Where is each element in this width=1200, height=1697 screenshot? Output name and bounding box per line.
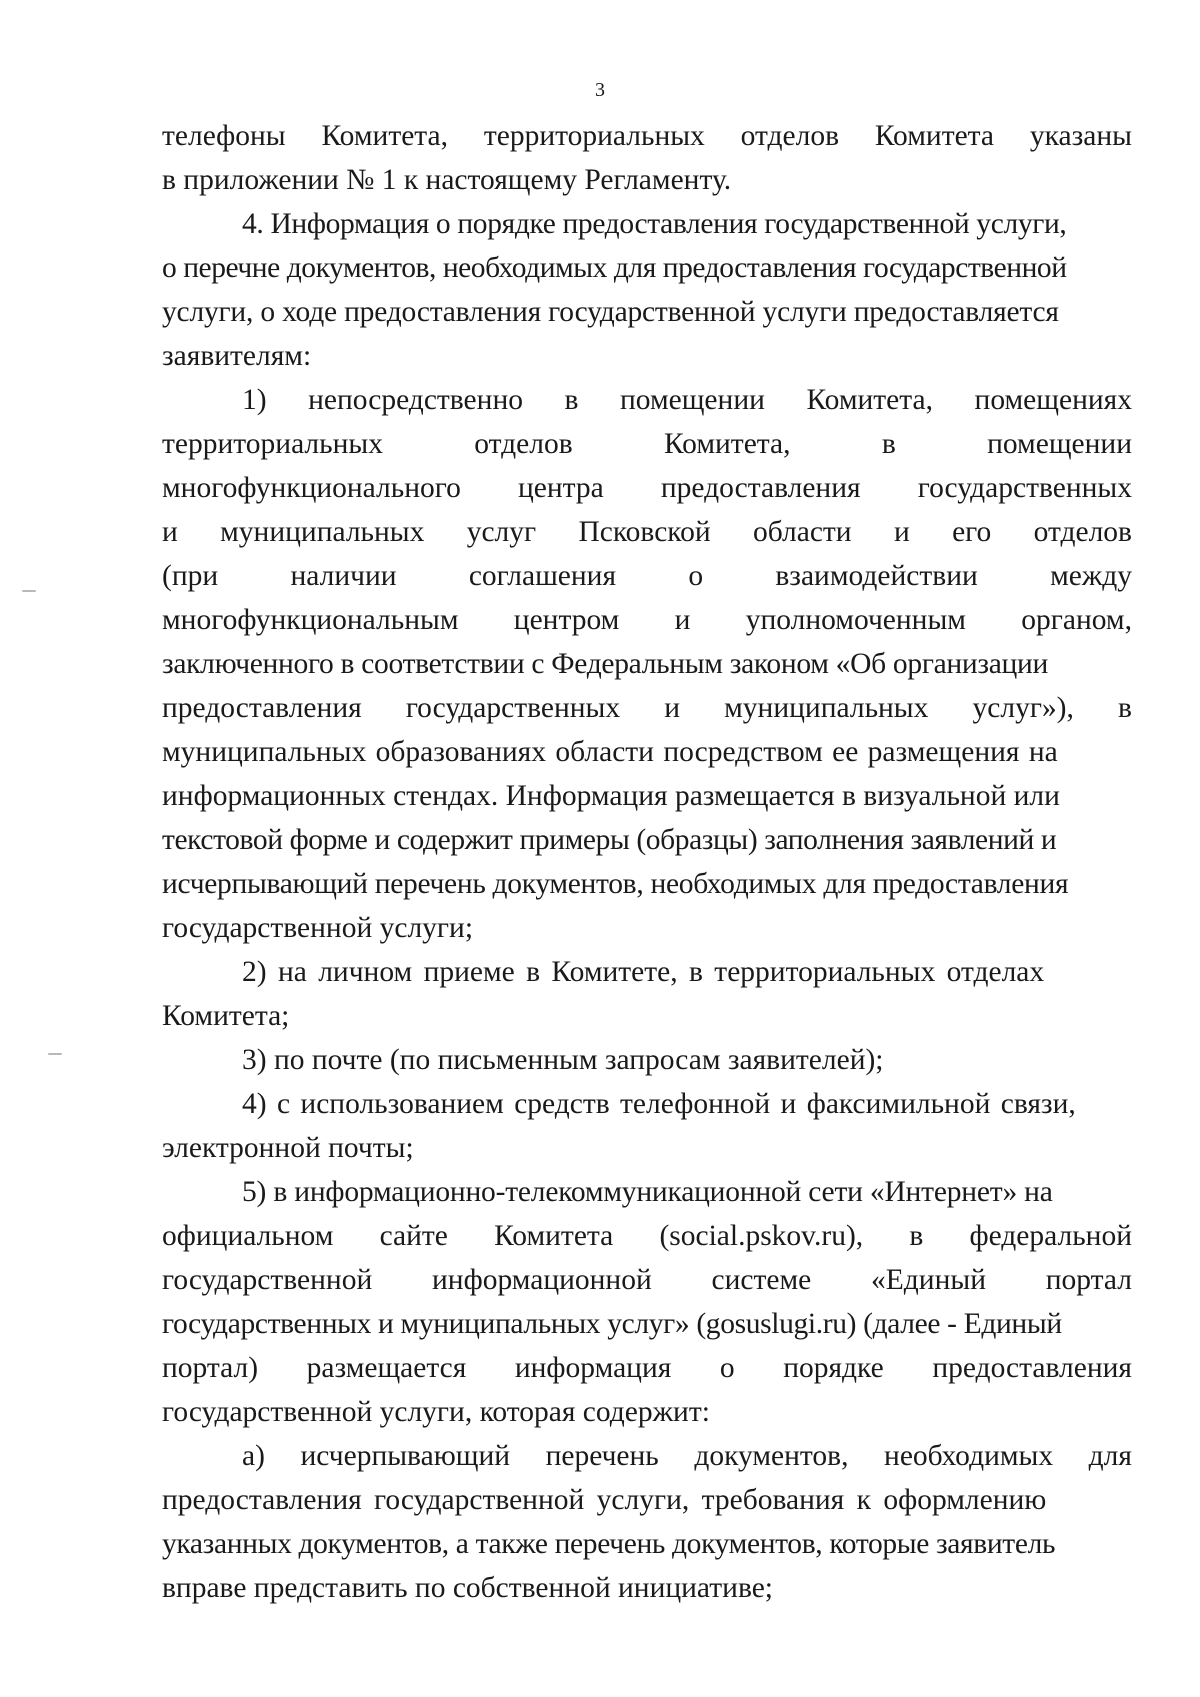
word: услуг»),: [972, 692, 1074, 724]
word: информационной: [432, 1264, 652, 1296]
text-line: [162, 1214, 1132, 1258]
word: Комитета,: [321, 120, 449, 152]
scan-speck: [22, 590, 36, 592]
word: соглашения: [468, 560, 617, 592]
item-5-line: 5) в информационно-телекоммуникационной сети «Интернет» на: [242, 1176, 1053, 1208]
item-2-line: 2) на личном приеме в Комитете, в территориальных отделах: [242, 956, 1045, 988]
word: Комитета,: [663, 428, 791, 460]
text-line: предоставления государственной услуги, требования к оформлению: [162, 1484, 1047, 1516]
text-line: информационных стендах. Информация размещается в визуальной или: [162, 780, 1060, 812]
text-line: текстовой форме и содержит примеры (образцы) заполнения заявлений и: [162, 824, 1057, 856]
text-line: [162, 686, 1132, 730]
text-line: [162, 1258, 1132, 1302]
word: необходимых: [884, 1440, 1054, 1472]
word: телефоны: [162, 120, 286, 152]
word: территориальных: [162, 428, 383, 460]
scan-speck: [48, 1053, 62, 1055]
word: государственных: [917, 472, 1132, 504]
word: муниципальных: [724, 692, 929, 724]
paragraph-4-line: 4. Информация о порядке предоставления государственной услуги,: [242, 208, 1067, 240]
word: непосредственно: [308, 384, 523, 416]
word: государственной: [162, 1264, 373, 1296]
word: порядке: [783, 1352, 884, 1384]
text-line: о перечне документов, необходимых для предоставления государственной: [162, 252, 1067, 284]
word: официальном: [162, 1220, 334, 1252]
text-line: [162, 114, 1132, 158]
text-line: государственных и муниципальных услуг» (gosuslugi.ru) (далее - Единый: [162, 1308, 1062, 1340]
word: для: [1088, 1440, 1132, 1472]
word: между: [1050, 560, 1132, 592]
word: размещается: [306, 1352, 467, 1384]
word: в: [1118, 692, 1132, 724]
text-line: [162, 554, 1132, 598]
word: государственных: [405, 692, 621, 724]
word: услуг: [466, 516, 537, 548]
word: уполномоченным: [745, 604, 966, 636]
word: отделов: [740, 120, 840, 152]
word: центром: [513, 604, 620, 636]
text-line: [162, 422, 1132, 466]
word: его: [952, 516, 992, 548]
item-a-line: [162, 1434, 1132, 1478]
word: муниципальных: [220, 516, 425, 548]
word: портал): [162, 1352, 259, 1384]
word: исчерпывающий: [300, 1440, 511, 1472]
word: документов,: [694, 1440, 849, 1472]
word: отделов: [474, 428, 573, 460]
word: предоставления: [162, 692, 362, 724]
item-3-line: 3) по почте (по письменным запросам заявителей);: [242, 1044, 884, 1076]
text-line: заключенного в соответствии с Федеральным законом «Об организации: [162, 648, 1048, 680]
word: и: [893, 516, 910, 548]
word: а): [242, 1440, 265, 1472]
word: и: [664, 692, 681, 724]
item-4-line: 4) с использованием средств телефонной и факсимильной связи,: [242, 1088, 1076, 1120]
text-line: государственной услуги;: [162, 912, 474, 944]
word: федеральной: [969, 1220, 1132, 1252]
word: портал: [1045, 1264, 1132, 1296]
word: помещении: [987, 428, 1132, 460]
word: в: [564, 384, 579, 416]
item-1-line: [162, 378, 1132, 422]
text-line: электронной почты;: [162, 1132, 414, 1164]
word: Комитета: [494, 1220, 614, 1252]
word: перечень: [545, 1440, 659, 1472]
word: системе: [711, 1264, 812, 1296]
text-line: вправе представить по собственной инициативе;: [162, 1572, 773, 1604]
text-line: муниципальных образованиях области посредством ее размещения на: [162, 736, 1058, 768]
word: Комитета: [874, 120, 995, 152]
word: «Единый: [871, 1264, 986, 1296]
word: отделов: [1033, 516, 1132, 548]
text-line: государственной услуги, которая содержит:: [162, 1396, 710, 1428]
word: наличии: [290, 560, 397, 592]
word: помещении: [619, 384, 765, 416]
word: и: [674, 604, 691, 636]
word: Псковской: [578, 516, 711, 548]
text-line: [162, 1346, 1132, 1390]
word: органом,: [1021, 604, 1132, 636]
word: сайте: [379, 1220, 448, 1252]
text-line: указанных документов, а также перечень документов, которые заявитель: [162, 1528, 1056, 1560]
word: в: [909, 1220, 924, 1252]
word: многофункционального: [162, 472, 461, 504]
text-line: исчерпывающий перечень документов, необходимых для предоставления: [162, 868, 1069, 900]
text-line: заявителям:: [162, 340, 312, 372]
word: Комитета,: [806, 384, 933, 416]
word: о: [719, 1352, 735, 1384]
word: о: [688, 560, 704, 592]
word: информация: [514, 1352, 672, 1384]
document-body: [162, 114, 1132, 1610]
text-line: Комитета;: [162, 1000, 290, 1032]
word: территориальных: [483, 120, 705, 152]
word: (social.pskov.ru),: [659, 1220, 864, 1252]
word: взаимодействии: [775, 560, 978, 592]
word: предоставления: [932, 1352, 1132, 1384]
word: в: [881, 428, 896, 460]
word: (при: [162, 560, 219, 592]
text-line: в приложении № 1 к настоящему Регламенту.: [162, 164, 732, 196]
word: предоставления: [660, 472, 861, 504]
page-number: 3: [595, 79, 605, 101]
word: центра: [518, 472, 604, 504]
text-line: [162, 598, 1132, 642]
word: и: [162, 516, 178, 548]
word: многофункциональным: [162, 604, 459, 636]
word: указаны: [1029, 120, 1132, 152]
text-line: [162, 510, 1132, 554]
text-line: [162, 466, 1132, 510]
text-line: услуги, о ходе предоставления государственной услуги предоставляется: [162, 296, 1059, 328]
word: помещениях: [974, 384, 1132, 416]
word: области: [752, 516, 852, 548]
word: 1): [242, 384, 267, 416]
